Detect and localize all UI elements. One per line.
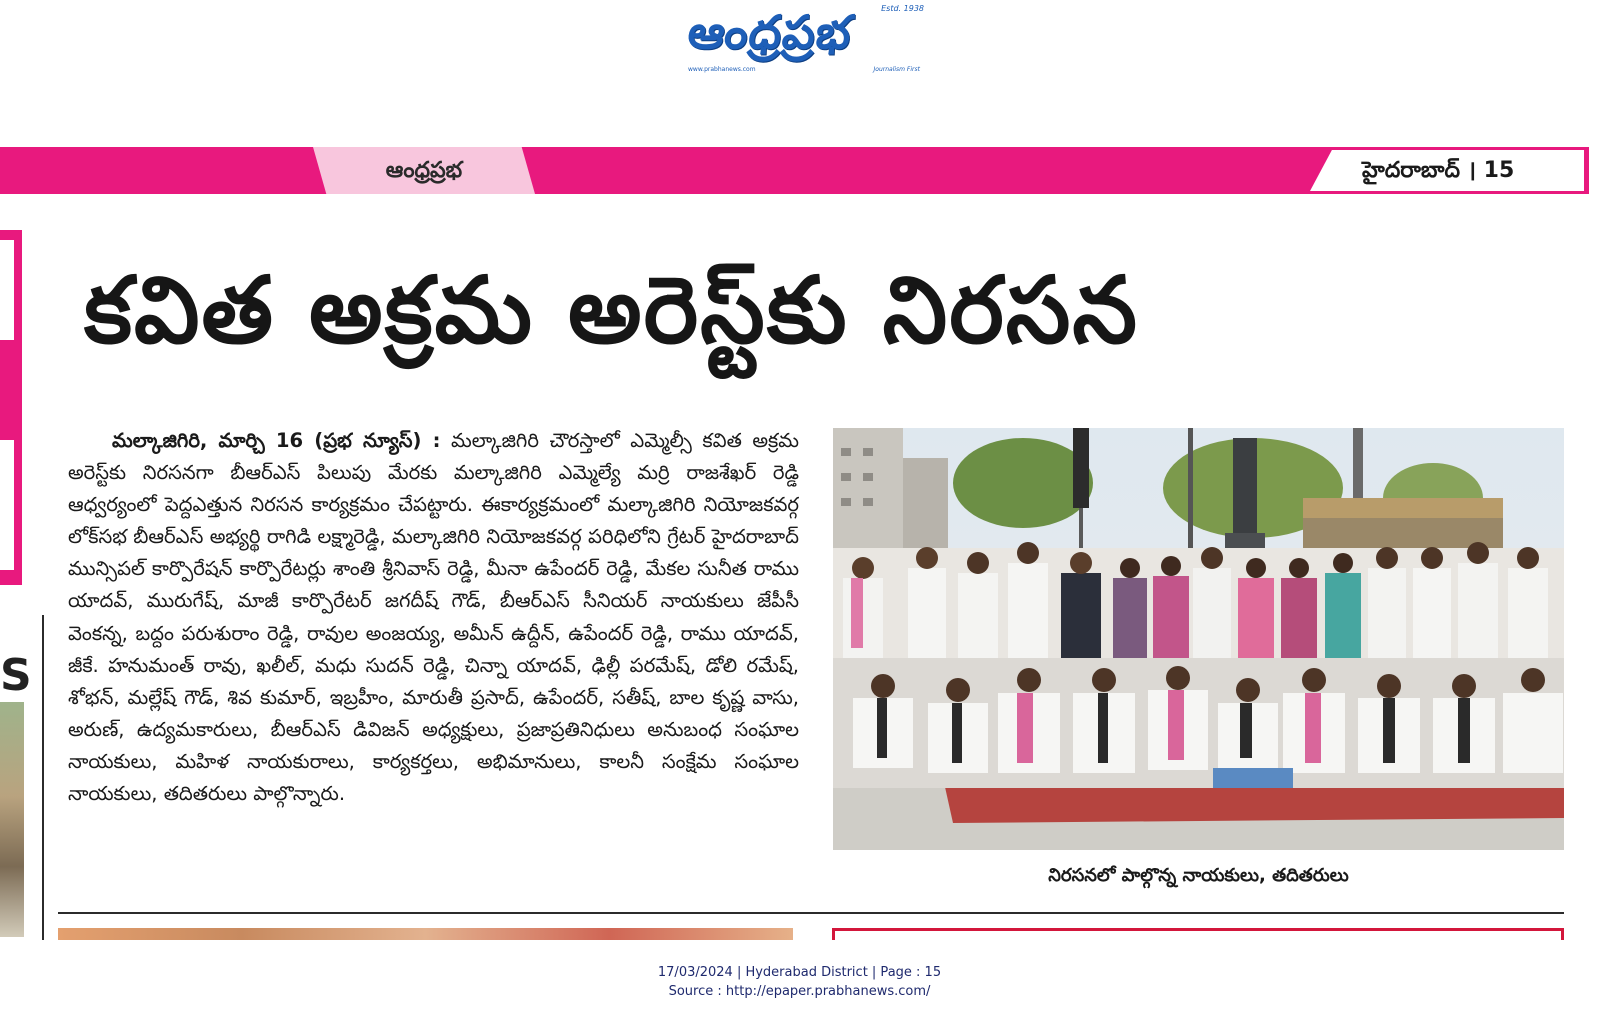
section-divider xyxy=(58,912,1564,914)
next-article-box-fragment xyxy=(832,928,1564,940)
protest-photo xyxy=(833,428,1564,850)
headline: కవిత అక్రమ అరెస్ట్‌కు నిరసన xyxy=(84,257,1139,364)
dateline: మల్కాజిగిరి, మార్చి 16 (ప్రభ న్యూస్‌) : xyxy=(112,429,441,452)
edition-page-label: హైదరాబాద్‌ । 15 xyxy=(1362,158,1515,183)
logo-tagline: Journalism First xyxy=(873,66,920,73)
logo-url: www.prabhanews.com xyxy=(688,66,756,73)
protest-photo-illustration xyxy=(833,428,1564,850)
logo-text: ఆంధ్రప్రభ xyxy=(685,5,855,59)
footer-source-line: Source : http://epaper.prabhanews.com/ xyxy=(668,984,931,999)
logo-estd: Estd. 1938 xyxy=(881,4,924,13)
article-text: మల్కాజిగిరి చౌరస్తాలో ఎమ్మెల్సీ కవిత అక్రమ అరెస్ట్‌కు నిరసనగా బీఆర్‌ఎస్‌ పిలుపు మేరకు మల్కాజిగిరి ఎమ్మెల్యే మర్రి రాజశేఖర్‌ రెడ్డి ఆధ్వర్యంలో పెద్దఎత్తున నిరసన కార్యక్రమం చేపట్టారు. ఈకార్యక్రమంలో మల్కాజిగిరి నియోజకవర్గ లోక్‌సభ బీఆర్‌ఎస్‌ అభ్యర్థి రాగిడి లక్ష్మారెడ్డి, మల్కాజిగిరి నియోజకవర్గ పరిధిలోని గ్రేటర్‌ హైదరాబాద్‌ మున్సిపల్‌ కార్పొరేషన్‌ కార్పొరేటర్లు శాంతి శ్రీనివాస్‌ రెడ్డి, మీనా ఉపేందర్‌ రెడ్డి, మేకల సునీత రాము యాదవ్‌, మురుగేష్‌, మాజీ కార్పొరేటర్‌ జగదీష్‌ గౌడ్‌, బీఆర్‌ఎస్‌ సీనియర్‌ నాయకులు జేపీసీ వెంకన్న, బద్దం పరుశురాం రెడ్డి, రావుల అంజయ్య, అమీన్‌ ఉద్దీన్‌, ఉపేందర్‌ రెడ్డి, రాము యాదవ్‌, జీకే. హనుమంత్‌ రావు, ఖలీల్‌, మధు సుదన్‌ రెడ్డి, చిన్నా యాదవ్‌, ఢిల్లీ పరమేష్‌, డోలి రమేష్‌, శోభన్‌, మల్లేష్‌ గౌడ్‌, శివ కుమార్‌, ఇబ్రహీం, మారుతీ ప్రసాద్‌, ఉపేందర్‌, సతీష్‌, బాల కృష్ణ వాసు, అరుణ్‌, ఉద్యమకారులు, బీఆర్‌ఎస్‌ డివిజన్‌ అధ్యక్షులు, ప్రజాప్రతినిధులు అనుబంధ సంఘాల నాయకులు, మహిళ నాయకురాలు, కార్యకర్తలు, అభిమానులు, కాలనీ సంక్షేమ సంఘాల నాయకులు, తదితరులు పాల్గొన్నారు. xyxy=(68,429,799,806)
photo-caption: నిరసనలో పాల్గొన్న నాయకులు, తదితరులు xyxy=(1048,865,1349,886)
adjacent-photo-fragment xyxy=(0,702,24,937)
source-footer xyxy=(0,963,1599,1001)
next-article-photo-fragment xyxy=(58,928,793,940)
footer-date-line: 17/03/2024 | Hyderabad District | Page : 15 xyxy=(657,965,942,980)
paper-name-label: ఆంధ్రప్రభ xyxy=(385,158,463,183)
article-paragraph xyxy=(68,425,799,810)
adjacent-article-fragment: S xyxy=(0,650,32,701)
adjacent-article-accent xyxy=(0,230,22,585)
column-divider xyxy=(42,615,44,940)
masthead-logo xyxy=(680,4,940,76)
article-body xyxy=(68,425,799,810)
